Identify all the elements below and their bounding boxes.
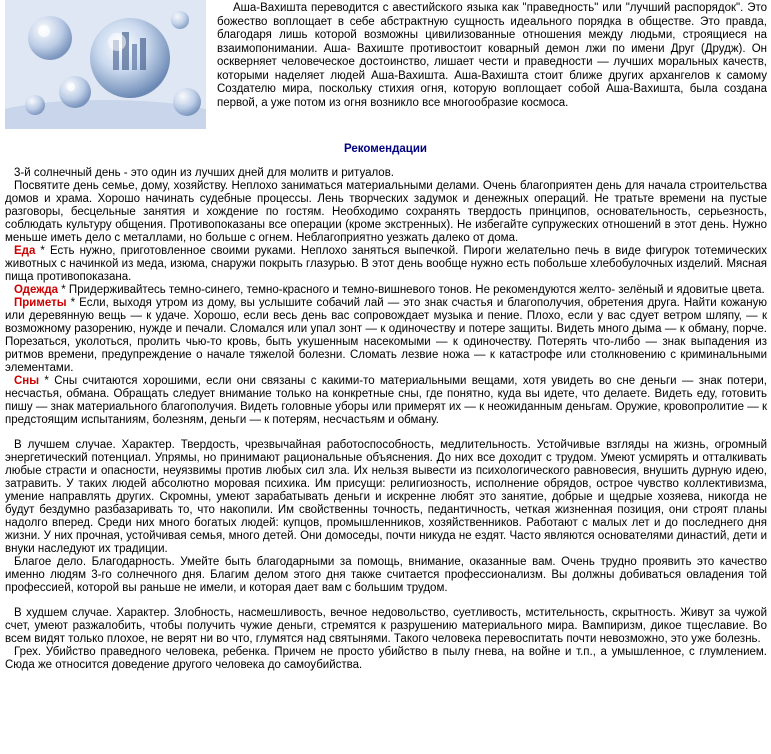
recommendations-body <box>5 167 767 672</box>
spacer <box>5 427 767 439</box>
food-section <box>5 245 767 284</box>
general-advice: Посвятите день семье, дому, хозяйству. Неплохо заниматься материальными делами. Очень благоприятен день для начала строительства домов и храма. Хорошо начинать судебные процессы. Лень творческих задумок и денежных операций. Не тратьте времени на пустые разговоры, бесцельные занятия и хождение по гостям. Необходимо сохранять твердость принципов, основательность, серьезность, соблюдать культуру общения. Противопоказаны все операции (кроме экстренных). Не избегайте супружеских отношений в этот день. Нужно меньше иметь дело с металлами, но больше с огнем. Неблагоприятно уезжать далеко от дома. <box>5 180 767 244</box>
intro-line: 3-й солнечный день - это один из лучших дней для молитв и ритуалов. <box>14 167 395 179</box>
signs-text: * Если, выходя утром из дому, вы услышите собачий лай — это знак счастья и благополучия, обретения друга. Найти кожаную или деревянную вещь — к удаче. Хорошо, если весь день вас сопровождает музыка и пение. Плохо, если у вас сдует ветром шляпу, — к возможному разорению, нужде и печали. Сломался или упал зонт — к одиночеству и потере защиты. Видеть много дыма — к обману, порче. Порезаться, уколоться, пролить чью-то кровь, быть укушенным насекомыми — к одиночеству. Потерять что-либо — знак выпадения из ритмов времени, предупреждение о начале тяжелой болезни. Сломать лезвие ножа — к катастрофе или столкновению с криминальными элементами. <box>5 297 767 374</box>
spacer <box>5 595 767 607</box>
signs-label: Приметы <box>14 297 67 309</box>
best-case-section: В лучшем случае. Характер. Твердость, чрезвычайная работоспособность, медлительность. Устойчивые взгляды на жизнь, огромный энергетический потенциал. Упрямы, но принимают рациональные объяснения. До них все доходит с трудом. Умеют усмирять и отталкивать любые страсти и опасности, неуязвимы против любых сил зла. Их нельзя вывести из психологического равновесия, внушить дурную идею, затравить. У таких людей абсолютно моровая психика. Им присущи: религиозность, исполнение обрядов, острое чувство коллективизма, умение направлять других. Скромны, умеют зарабатывать деньги и искренне любят это занятие, добрые и щедрые хозяева, никогда не будут бездумно разбазаривать то, что накопили. Им свойственны точность, педантичность, четкая жизненная позиция, они строят планы надолго вперед. Среди них много богатых людей: купцов, промышленников, хозяйственников. Работают с малых лет и до последнего дня жизни. У них прочная, устойчивая семья, много детей. Они домоседы, почти никуда не ездят. Часто являются основателями династий, дети и внуки наследуют их традиции. <box>5 439 767 555</box>
food-label: Еда <box>14 245 36 257</box>
good-deed-section: Благое дело. Благодарность. Умейте быть благодарными за помощь, внимание, оказанные вам. Очень трудно проявить это качество именно людям 3-го солнечного дня. Благим делом этого дня также считается профессионализм. Вы должны добиваться овладения той профессией, которой вы раньше не имели, и которая дает вам с большим трудом. <box>5 556 767 594</box>
dreams-text: * Сны считаются хорошими, если они связаны с какими-то материальными вещами, хотя увидеть во сне деньги — знак потери, несчастья, обмана. Обращать следует внимание только на конкретные сны, где понятно, куда вы идете, что делаете. Видеть еду, готовить пишу — знак материального благополучия. Видеть головные уборы или примерят их — к неожиданным деньгам. Оружие, кровопролитие — к предстоящим испытаниям, болезням, деньги — к потерям, несчастьям и обману. <box>5 375 767 426</box>
clothes-text: * Придерживайтесь темно-синего, темно-красного и темно-вишневого тонов. Не рекомендуются желто- зелёный и ядовитые цвета. <box>58 284 765 296</box>
dreams-label: Сны <box>14 375 40 387</box>
clothes-label: Одежда <box>14 284 59 296</box>
glass-spheres-illustration <box>5 0 206 129</box>
worst-case-section: В худшем случае. Характер. Злобность, насмешливость, вечное недовольство, суетливость, мстительность, скрытность. Живут за чужой счет, умеют разжалобить, чтобы получить чужие деньги, стремятся к разрушению материального мира. Вампиризм, дикое тщеславие. Во всем видят только плохое, не верят ни во что, глумятся над святынями. Такого человека перевоспитать почти невозможно, это уже болезнь. <box>5 607 767 645</box>
page-title: Рекомендации <box>343 143 427 155</box>
food-text: * Есть нужно, приготовленное своими руками. Неплохо заняться выпечкой. Пироги желательно печь в виде фигурок тотемических животных с начинкой из меда, изюма, снаружи покрыть глазурью. В этот день вообще нужно есть побольше хлебобулочных изделий. Мясная пища противопоказана. <box>5 245 767 283</box>
hero-image <box>5 0 206 129</box>
intro-text: Аша-Вахишта переводится с авестийского языка как "праведность" или "лучший распорядок". Это божество воплощает в себе абстрактную сущность идеального порядка в обществе. Это правда, благодаря лишь которой возможны цивилизованные отношения между людьми, строящиеся на взаимопонимании. Аша- Вахиште противостоит коварный демон лжи по имени Друг (Друдж). Он оскверняет человеческое достоинство, лишает чести и праведности — лучших моральных качеств, которыми наделяет людей Аша-Вахишта. Аша-Вахишта стоит ближе других архангелов к самому Создателю мира, поскольку стихия огня, которую воплощает собой Аша-Вахишта, была создана первой, а уже потом из огня возникло все многообразие космоса. <box>217 2 767 109</box>
clothes-section <box>5 284 767 297</box>
signs-section <box>5 297 767 375</box>
dreams-section <box>5 375 767 427</box>
sin-section: Грех. Убийство праведного человека, ребенка. Причем не просто убийство в пылу гнева, на войне и т.п., а умышленное, с глумлением. Сюда же относится доведение другого человека до самоубийства. <box>5 646 767 671</box>
